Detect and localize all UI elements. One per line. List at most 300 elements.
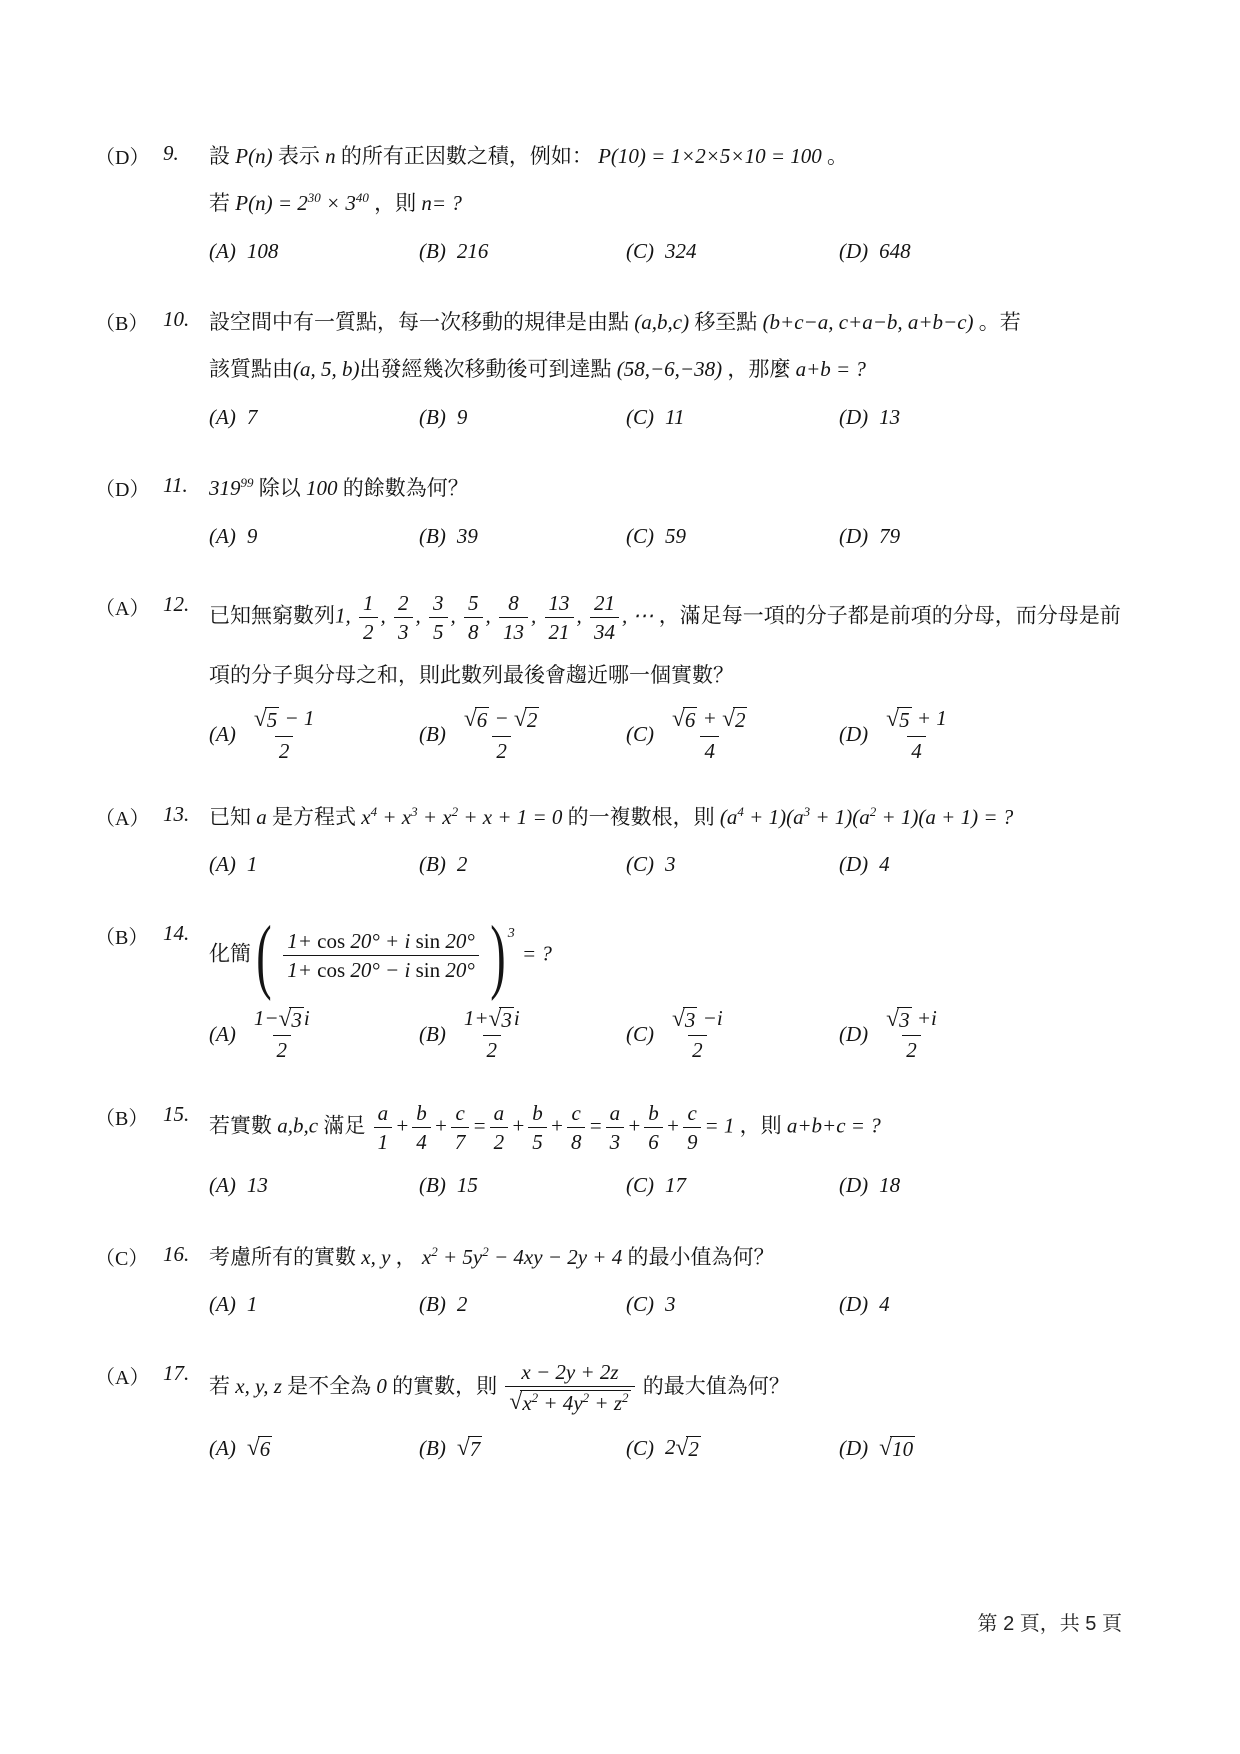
radical-sign: √	[463, 706, 477, 733]
question-number: 16.	[163, 1241, 190, 1266]
question-line	[209, 1101, 1172, 1154]
math-superscript-group: $x^3$	[401, 803, 418, 829]
radicand: 3	[899, 1008, 910, 1033]
text-run: ，則	[368, 191, 422, 215]
option-a	[209, 234, 419, 268]
superscript: 2	[869, 803, 877, 819]
math-run: i	[513, 1006, 520, 1031]
option-value	[457, 524, 478, 549]
denominator: 9	[683, 1127, 702, 1154]
question-body	[209, 1360, 1172, 1465]
question-line	[209, 801, 1172, 833]
answer-key: （B）	[95, 313, 149, 335]
numerator: 21	[594, 591, 615, 615]
math-run: 648	[879, 238, 911, 263]
denominator	[505, 1386, 634, 1416]
math-run: +	[549, 1112, 564, 1137]
exponent: 3	[507, 925, 515, 941]
text-run: 化簡	[209, 941, 257, 966]
denominator: 2	[490, 1127, 509, 1154]
option-label: (D)	[839, 1021, 869, 1046]
fraction	[882, 1006, 941, 1062]
text-run: 出發經幾次移動後可到達點	[359, 357, 617, 381]
numerator: 3	[433, 591, 444, 615]
math-run: + 5	[437, 1244, 473, 1269]
option-label: (B)	[419, 852, 446, 877]
math-run: ,	[380, 603, 391, 628]
question-row	[95, 801, 1172, 882]
option-label: (C)	[626, 1435, 654, 1460]
math-run: 20° − i	[350, 957, 416, 982]
radicand: 2	[734, 708, 746, 733]
option-c	[626, 1431, 839, 1465]
option-label: (A)	[209, 1292, 236, 1317]
text-run: ，滿足每一項的分子都是前項的分母，而分母是前	[653, 603, 1121, 628]
radical-sign: √	[879, 1434, 893, 1461]
fraction	[644, 1101, 663, 1154]
denominator: 4	[412, 1127, 431, 1154]
superscript: 30	[307, 190, 321, 205]
radical	[464, 707, 489, 733]
option-label: (B)	[419, 1292, 446, 1317]
question-row	[95, 591, 1172, 763]
math-run: x, y, z	[235, 1373, 282, 1398]
radical-sign: √	[253, 706, 267, 733]
math-run: 18	[879, 1173, 901, 1198]
question-number: 17.	[163, 1360, 190, 1385]
math-run: +i	[911, 1006, 937, 1031]
math-run: 3	[665, 1292, 676, 1317]
option-value	[665, 852, 676, 877]
math-run: =	[588, 1112, 603, 1137]
numerator	[882, 706, 951, 735]
math-run: 1+	[287, 957, 318, 982]
math-run: (a,b,c)	[634, 310, 690, 334]
option-value	[879, 1006, 944, 1062]
text-run: 的實數，則	[386, 1373, 503, 1398]
radical	[279, 1007, 304, 1033]
text-run: 表示	[272, 144, 326, 168]
math-superscript-group: $a^4$	[726, 803, 744, 829]
numerator: 2	[398, 591, 409, 615]
parenthesized-expression	[256, 908, 515, 1002]
radical-sign: √	[246, 1434, 260, 1461]
fraction	[499, 591, 528, 644]
math-run: (b+c−a, c+a−b, a+b−c)	[762, 310, 974, 334]
math-run: 1	[246, 852, 258, 877]
math-superscript-group: $y^2$	[573, 1390, 590, 1416]
question-body	[209, 908, 1172, 1063]
option-label: (D)	[839, 1435, 869, 1460]
option-label: (D)	[839, 238, 869, 263]
question-body	[209, 140, 1172, 268]
math-run: ,	[415, 603, 426, 628]
fraction	[460, 706, 543, 762]
denominator: 13	[499, 617, 528, 644]
superscript: 4	[737, 803, 744, 819]
radical	[676, 1436, 701, 1462]
option-label: (C)	[626, 721, 654, 746]
math-superscript-group: $x^4$	[361, 803, 378, 829]
math-run: 15	[456, 1173, 478, 1198]
radical	[489, 1007, 514, 1033]
math-run: 1−	[253, 1006, 279, 1031]
option-value	[879, 1435, 915, 1462]
denominator: 1	[374, 1127, 393, 1154]
math-superscript-group: $a^3$	[793, 803, 811, 829]
option-label: (B)	[419, 404, 446, 429]
math-run: +	[697, 706, 723, 731]
fraction	[429, 591, 448, 644]
math-run: + 4	[538, 1391, 574, 1416]
fraction	[359, 591, 378, 644]
option-label: (C)	[626, 1021, 654, 1046]
math-run: P(n)	[235, 144, 273, 168]
radical-sign: √	[278, 1006, 292, 1033]
answer-key: （C）	[95, 1247, 149, 1270]
text-run: 。若	[973, 310, 1021, 334]
option-b	[419, 1288, 626, 1322]
math-run: 17	[665, 1173, 686, 1198]
option-d	[839, 848, 1172, 882]
math-run: 2	[456, 1292, 468, 1317]
option-label: (A)	[209, 721, 236, 746]
answer-key: （A）	[95, 807, 150, 830]
math-run: 1+	[287, 928, 318, 953]
numerator	[460, 1006, 524, 1035]
math-run: (	[719, 804, 727, 829]
option-b	[419, 1431, 626, 1465]
option-d	[839, 400, 1172, 434]
numerator	[283, 929, 479, 955]
option-value	[247, 524, 258, 549]
option-value	[879, 1173, 900, 1198]
question-line	[209, 591, 1172, 644]
page-footer: 第 2 頁，共 5 頁	[977, 1613, 1122, 1635]
option-value	[879, 524, 900, 549]
option-a	[209, 1288, 419, 1322]
question-number: 13.	[163, 801, 190, 826]
option-label: (D)	[839, 721, 869, 746]
option-a	[209, 706, 419, 762]
numerator: b	[532, 1100, 543, 1125]
option-value	[247, 852, 258, 877]
option-label: (C)	[626, 852, 654, 877]
option-value	[879, 239, 911, 264]
radical-sign: √	[513, 706, 527, 733]
option-value	[879, 706, 954, 762]
math-run: 4	[879, 852, 890, 877]
numerator	[250, 706, 319, 735]
denominator: 3	[606, 1127, 625, 1154]
math-run: x − 2y + 2z	[521, 1359, 619, 1384]
radical	[457, 1436, 482, 1462]
option-label: (B)	[419, 238, 446, 263]
fraction	[250, 706, 319, 762]
fraction	[490, 1101, 509, 1154]
option-value	[457, 1292, 468, 1317]
math-run: x, y	[361, 1244, 391, 1269]
options-row	[209, 234, 1172, 268]
superscript: 99	[240, 475, 254, 490]
options-row	[209, 1169, 1172, 1203]
option-label: (C)	[626, 1292, 654, 1317]
math-run: =	[472, 1112, 487, 1137]
math-run: 59	[665, 523, 686, 548]
text-run: 若	[209, 191, 236, 215]
radical-sign: √	[722, 706, 735, 733]
math-superscript-group: $y^2$	[472, 1243, 489, 1269]
fraction	[464, 591, 483, 644]
option-label: (A)	[209, 523, 236, 548]
superscript: 2	[531, 1390, 539, 1406]
math-run: + 1)(	[743, 804, 794, 829]
math-run: 20°	[445, 928, 475, 953]
question-body	[209, 1101, 1172, 1203]
option-label: (B)	[419, 523, 446, 548]
math-run: 13	[246, 1173, 268, 1198]
question-body	[209, 591, 1172, 763]
option-value	[247, 405, 258, 430]
question-row	[95, 1360, 1172, 1465]
option-d	[839, 706, 1172, 762]
options-row	[209, 519, 1172, 553]
option-d	[839, 1006, 1172, 1062]
numerator: a	[493, 1100, 505, 1125]
open-paren: (	[256, 908, 272, 1002]
math-run: a,b,c	[277, 1112, 319, 1137]
options-row	[209, 848, 1172, 882]
option-label: (D)	[839, 1292, 869, 1317]
option-label: (A)	[209, 238, 236, 263]
option-value	[665, 405, 684, 430]
radical-sign: √	[488, 1006, 502, 1033]
math-run: 7	[246, 404, 258, 429]
math-run: 324	[665, 238, 697, 263]
radicand: 5	[266, 708, 278, 733]
option-value	[665, 524, 686, 549]
option-b	[419, 848, 626, 882]
superscript: 2	[431, 1243, 438, 1259]
answer-key: （B）	[95, 1107, 149, 1130]
math-run: +	[377, 804, 402, 829]
option-c	[626, 1288, 839, 1322]
option-value	[457, 1435, 482, 1462]
radical	[509, 1390, 630, 1416]
text-run: 是方程式	[266, 804, 362, 829]
option-value	[665, 1292, 676, 1317]
question-row	[95, 1101, 1172, 1203]
fraction	[374, 1101, 393, 1154]
math-run: a+b = ?	[795, 357, 866, 381]
option-label: (C)	[626, 523, 654, 548]
math-run: 3	[665, 852, 676, 877]
math-run: 13	[879, 404, 901, 429]
question-row	[95, 908, 1172, 1063]
math-run: +	[395, 1112, 410, 1137]
math-run: +	[511, 1112, 526, 1137]
math-superscript-group: $3^{40}$	[345, 190, 369, 215]
denominator: 3	[394, 617, 413, 644]
math-run: 216	[456, 238, 489, 263]
math-run: 2	[665, 1434, 676, 1459]
question-number: 10.	[163, 307, 190, 331]
denominator: 5	[528, 1127, 547, 1154]
answer-key: （A）	[95, 1366, 150, 1389]
math-superscript-group: $a^2$	[859, 803, 877, 829]
text-run: 移至點	[689, 310, 763, 334]
question-line	[209, 306, 1172, 338]
math-superscript-group: $x^2$	[442, 803, 459, 829]
radical-sign: √	[456, 1434, 470, 1461]
denominator: 8	[464, 617, 483, 644]
math-run: 11	[665, 404, 685, 429]
numerator	[517, 1360, 622, 1386]
math-run: ,	[531, 603, 542, 628]
fraction	[567, 1101, 586, 1154]
text-run: 除以	[253, 476, 306, 500]
answer-key: （D）	[95, 147, 150, 169]
denominator: 7	[451, 1127, 470, 1154]
radicand: 6	[684, 708, 696, 733]
option-b	[419, 234, 626, 268]
question-number: 12.	[163, 592, 190, 616]
fraction	[394, 591, 413, 644]
option-value	[665, 1435, 701, 1462]
math-run: 2	[456, 852, 468, 877]
math-run: = 1	[704, 1112, 735, 1137]
text-run: ，	[390, 1244, 422, 1269]
math-run: a	[256, 804, 267, 829]
radical	[247, 1436, 272, 1462]
denominator: 2	[688, 1035, 707, 1062]
radicand: 7	[469, 1436, 481, 1461]
option-label: (B)	[419, 1435, 446, 1460]
fraction	[882, 706, 951, 762]
math-run: + 1)(	[810, 804, 860, 829]
superscript: 2	[482, 1243, 489, 1259]
answer-key: （A）	[95, 598, 150, 620]
option-a	[209, 1431, 419, 1465]
math-run: +	[433, 1112, 448, 1137]
option-value	[247, 1173, 268, 1198]
options-row	[209, 400, 1172, 434]
paren-content	[280, 929, 482, 982]
option-c	[626, 519, 839, 553]
question-row	[95, 1241, 1172, 1322]
text-run: cos	[317, 928, 351, 953]
option-label: (C)	[626, 1173, 654, 1198]
answer-key: （B）	[95, 926, 149, 949]
question-number: 15.	[163, 1101, 190, 1126]
radical	[886, 707, 911, 733]
option-value	[457, 706, 546, 762]
numerator	[882, 1006, 941, 1035]
question-row	[95, 306, 1172, 434]
question-line	[209, 187, 1172, 219]
fraction	[668, 706, 751, 762]
numerator: b	[416, 1100, 427, 1125]
math-run: = ?	[516, 941, 552, 966]
denominator: 2	[902, 1035, 921, 1062]
option-c	[626, 848, 839, 882]
option-value	[457, 1006, 527, 1062]
fraction	[451, 1101, 470, 1154]
radical	[886, 1007, 911, 1033]
numerator: a	[377, 1100, 389, 1125]
denominator: 4	[700, 736, 719, 763]
option-label: (D)	[839, 523, 869, 548]
radicand: 3	[684, 1008, 696, 1033]
math-run: P(n) =	[235, 191, 298, 215]
option-c	[626, 1006, 839, 1062]
math-run: P(10) = 1×2×5×10 = 100	[598, 144, 822, 168]
math-run: n= ?	[421, 191, 462, 215]
fraction	[668, 1006, 727, 1062]
math-run: (58,−6,−38)	[616, 357, 723, 381]
radical	[722, 707, 747, 733]
denominator: 34	[590, 617, 619, 644]
option-value	[665, 239, 697, 264]
fraction	[460, 1006, 524, 1062]
fraction	[505, 1360, 634, 1416]
fraction	[528, 1101, 547, 1154]
fraction	[590, 591, 619, 644]
radicand: 2	[526, 708, 538, 733]
denominator: 5	[429, 617, 448, 644]
denominator: 2	[483, 1035, 502, 1062]
question-number: 9.	[163, 141, 179, 165]
superscript: 3	[411, 803, 418, 819]
text-run: ，則	[734, 1112, 787, 1137]
option-value	[665, 706, 754, 762]
math-run: ,	[485, 603, 496, 628]
questions-list	[95, 140, 1172, 1465]
math-superscript-group: $2^{30}$	[297, 190, 321, 215]
radical	[672, 1007, 697, 1033]
radical-sign: √	[509, 1389, 523, 1416]
text-run: 是不全為	[281, 1373, 377, 1398]
math-run: 4	[879, 1292, 890, 1317]
option-value	[247, 239, 279, 264]
radical-sign: √	[886, 1006, 900, 1033]
options-row	[209, 1006, 1172, 1062]
question-row	[95, 472, 1172, 553]
math-run: a+b+c = ?	[786, 1112, 881, 1137]
question-body	[209, 472, 1172, 553]
superscript: 4	[370, 803, 378, 819]
option-d	[839, 519, 1172, 553]
math-run: 9	[246, 523, 258, 548]
option-label: (A)	[209, 404, 236, 429]
numerator: 13	[548, 591, 570, 615]
radical	[879, 1436, 915, 1462]
answer-key: （D）	[95, 479, 150, 501]
option-b	[419, 706, 626, 762]
fraction	[283, 929, 479, 982]
text-run: 項的分子與分母之和，則此數列最後會趨近哪一個實數？	[209, 663, 734, 688]
option-value	[457, 1173, 478, 1198]
radicand: 6	[259, 1436, 271, 1461]
radicand: 10	[892, 1436, 914, 1461]
text-run: 的餘數為何？	[337, 476, 469, 500]
question-number: 11.	[163, 473, 188, 497]
radicand	[520, 1390, 630, 1416]
math-run: 108	[246, 238, 279, 263]
math-run: 100	[306, 476, 338, 500]
text-run: 的最小值為何？	[622, 1244, 775, 1269]
option-label: (D)	[839, 852, 869, 877]
